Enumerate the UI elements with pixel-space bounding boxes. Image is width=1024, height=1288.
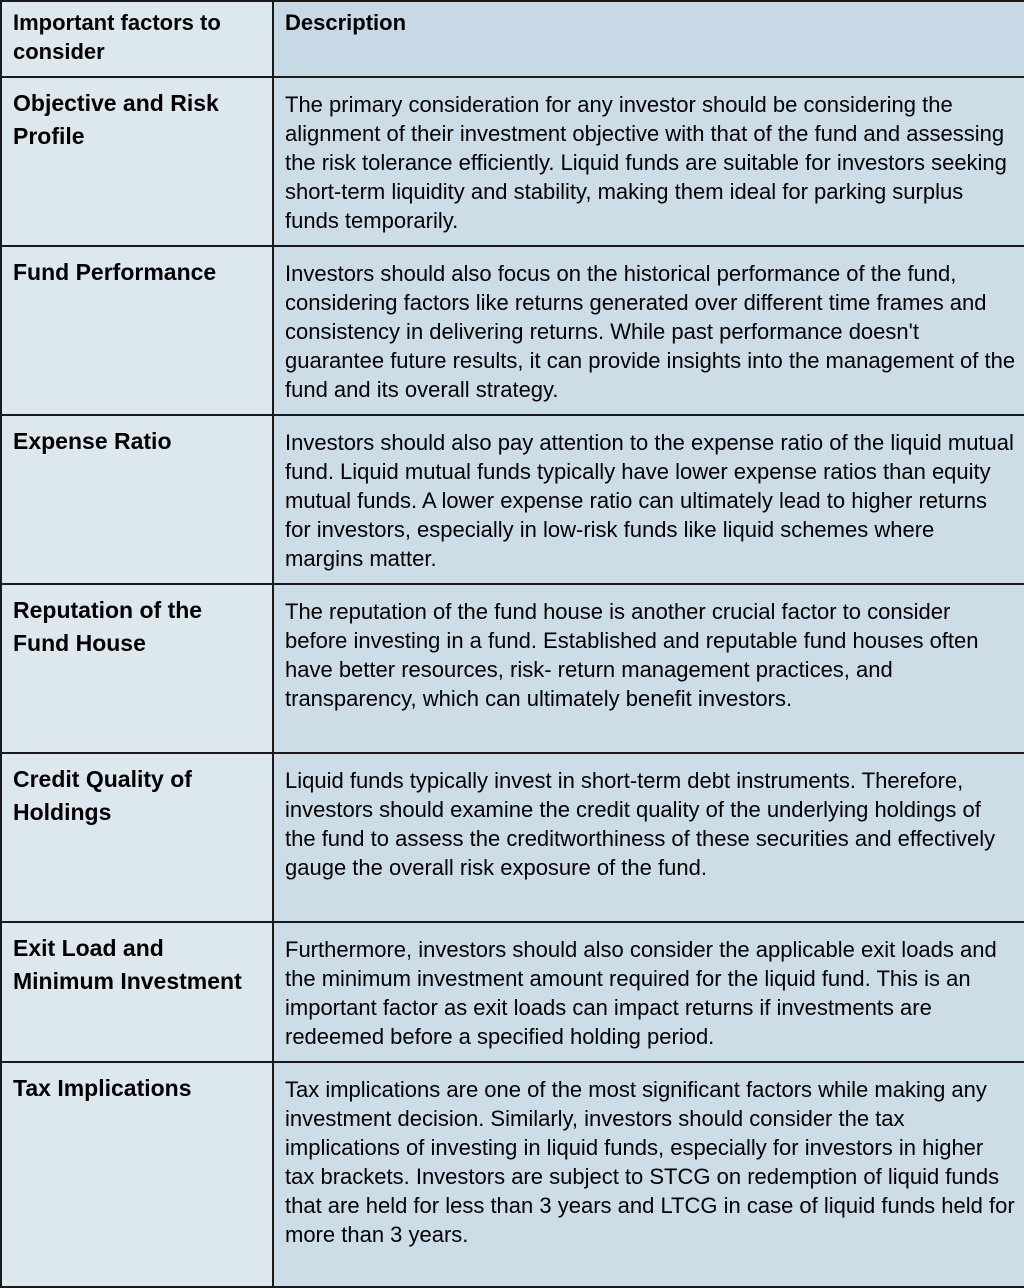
description-cell: Investors should also pay attention to the expense ratio of the liquid mutual fund. Liquid mutual funds typically have lower expense ratios than equity mutual funds. A lower expense ratio can ultimately lead to higher returns for investors, especially in low-risk funds like liquid schemes where margins matter.	[273, 415, 1024, 584]
table-row	[1, 922, 1024, 1062]
factor-cell: Exit Load and Minimum Investment	[1, 922, 273, 1062]
description-cell: Tax implications are one of the most significant factors while making any investment decision. Similarly, investors should consider the tax implications of investing in liquid funds, especially for investors in higher tax brackets. Investors are subject to STCG on redemption of liquid funds that are held for less than 3 years and LTCG in case of liquid funds held for more than 3 years.	[273, 1062, 1024, 1287]
description-cell: The reputation of the fund house is another crucial factor to consider before investing in a fund. Established and reputable fund houses often have better resources, risk- return management practices, and transparency, which can ultimately benefit investors.	[273, 584, 1024, 753]
factor-cell: Credit Quality of Holdings	[1, 753, 273, 922]
factor-cell: Fund Performance	[1, 246, 273, 415]
table-header-row	[1, 1, 1024, 77]
table-row	[1, 1062, 1024, 1287]
table-row	[1, 415, 1024, 584]
description-cell: Furthermore, investors should also consider the applicable exit loads and the minimum investment amount required for the liquid fund. This is an important factor as exit loads can impact returns if investments are redeemed before a specified holding period.	[273, 922, 1024, 1062]
description-cell: The primary consideration for any investor should be considering the alignment of their investment objective with that of the fund and assessing the risk tolerance efficiently. Liquid funds are suitable for investors seeking short-term liquidity and stability, making them ideal for parking surplus funds temporarily.	[273, 77, 1024, 246]
table-row	[1, 584, 1024, 753]
factor-cell: Objective and Risk Profile	[1, 77, 273, 246]
factor-cell: Reputation of the Fund House	[1, 584, 273, 753]
description-cell: Liquid funds typically invest in short-term debt instruments. Therefore, investors should examine the credit quality of the underlying holdings of the fund to assess the creditworthiness of these securities and effectively gauge the overall risk exposure of the fund.	[273, 753, 1024, 922]
table-row	[1, 77, 1024, 246]
factor-cell: Tax Implications	[1, 1062, 273, 1287]
factor-cell: Expense Ratio	[1, 415, 273, 584]
description-cell: Investors should also focus on the historical performance of the fund, considering factors like returns generated over different time frames and consistency in delivering returns. While past performance doesn't guarantee future results, it can provide insights into the management of the fund and its overall strategy.	[273, 246, 1024, 415]
header-description: Description	[273, 1, 1024, 77]
header-factor: Important factors to consider	[1, 1, 273, 77]
table-row	[1, 753, 1024, 922]
table-row	[1, 246, 1024, 415]
